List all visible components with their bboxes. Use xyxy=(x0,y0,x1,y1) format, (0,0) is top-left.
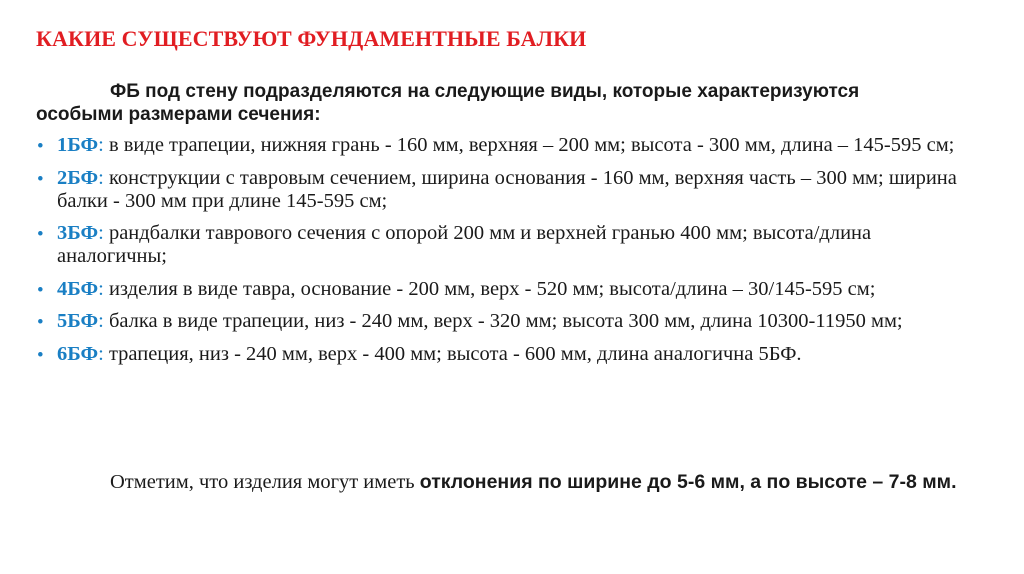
bullet-icon: • xyxy=(37,168,44,190)
beam-code-separator: : xyxy=(98,310,104,332)
beam-description: трапеция, низ - 240 мм, верх - 400 мм; высота - 600 мм, длина аналогична 5БФ. xyxy=(103,342,802,365)
beam-description: конструкции с тавровым сечением, ширина основания - 160 мм, верхняя часть – 300 мм; ширина балки - 300 мм при длине 145-595 см; xyxy=(57,166,957,212)
bullet-icon: • xyxy=(37,344,44,366)
list-item xyxy=(0,134,982,157)
closing-emphasis: отклонения по ширине до 5-6 мм, а по высоте – 7-8 мм. xyxy=(419,471,957,493)
bullet-icon: • xyxy=(37,136,44,157)
beam-code-separator: : xyxy=(98,134,104,156)
beam-code: 5БФ xyxy=(57,310,99,332)
closing-paragraph xyxy=(36,470,976,494)
beam-code-separator: : xyxy=(98,277,104,300)
list-item xyxy=(0,310,982,333)
bullet-icon: • xyxy=(37,224,44,245)
list-item xyxy=(0,343,982,366)
beam-description: рандбалки таврового сечения с опорой 200 мм и верхней гранью 400 мм; высота/длина аналогичны; xyxy=(57,222,872,267)
beam-description: в виде трапеции, нижняя грань - 160 мм, верхняя – 200 мм; высота - 300 мм, длина – 145-595 см; xyxy=(103,134,955,156)
beam-description: балка в виде трапеции, низ - 240 мм, верх - 320 мм; высота 300 мм, длина 10300-11950 мм; xyxy=(103,310,903,332)
closing-lead: Отметим, что изделия могут иметь xyxy=(110,471,420,493)
list-item xyxy=(0,167,982,213)
beam-code: 3БФ xyxy=(57,222,99,244)
beam-code: 2БФ xyxy=(57,166,99,189)
slide-title: КАКИЕ СУЩЕСТВУЮТ ФУНДАМЕНТНЫЕ БАЛКИ xyxy=(36,26,587,51)
beam-code: 4БФ xyxy=(57,277,99,300)
bullet-icon: • xyxy=(37,312,44,333)
intro-paragraph: ФБ под стену подразделяются на следующие виды, которые характеризуются особыми размерами сечения: xyxy=(36,81,860,125)
beam-code-separator: : xyxy=(98,166,104,189)
beam-code-separator: : xyxy=(98,222,104,244)
beam-type-list xyxy=(0,134,1024,375)
beam-description: изделия в виде тавра, основание - 200 мм, верх - 520 мм; высота/длина – 30/145-595 см; xyxy=(103,277,876,300)
beam-code: 1БФ xyxy=(57,134,99,156)
beam-code: 6БФ xyxy=(57,342,99,365)
bullet-icon: • xyxy=(37,279,44,301)
list-item xyxy=(0,278,982,301)
list-item xyxy=(0,222,982,268)
beam-code-separator: : xyxy=(98,342,104,365)
